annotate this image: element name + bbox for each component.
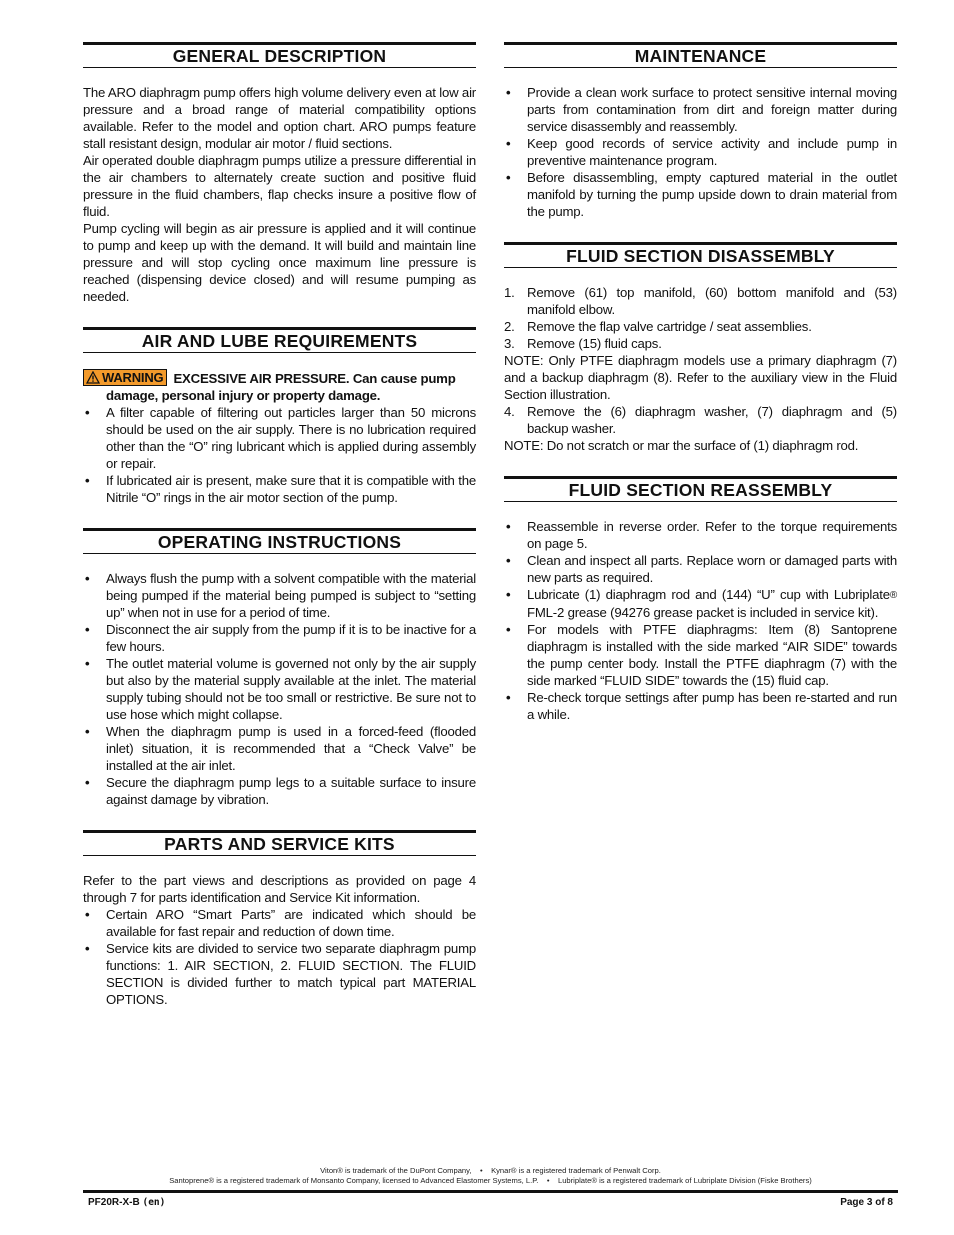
general-paragraph-3: Pump cycling will begin as air pressure is applied and it will continue to pump and keep up with the demand. It will build and maintain line pressure and will stop cycling once maximum line pressure is reached (dispensing device closed) and will resume pumping as needed.	[83, 221, 476, 304]
right-column	[504, 42, 897, 723]
list-item: • Secure the diaphragm pump legs to a suitable surface to insure against damage by vibration.	[85, 775, 476, 807]
parts-intro: Refer to the part views and descriptions as provided on page 4 through 7 for parts identification and Service Kit information.	[83, 873, 476, 905]
list-item: 2. Remove the flap valve cartridge / seat assemblies.	[504, 319, 812, 334]
list-item: • Certain ARO “Smart Parts” are indicated which should be available for fast repair and reduction of down time.	[85, 907, 476, 939]
warning-text-continued: damage, personal injury or property damage.	[106, 388, 381, 403]
warning-row	[83, 369, 476, 387]
list-item: • Keep good records of service activity and include pump in preventive maintenance program.	[506, 136, 897, 168]
trademark-line-2: Santoprene® is a registered trademark of Monsanto Company, licensed to Advanced Elastomer Systems, L.P. • Lubriplate® is a registered trademark of Lubriplate Division (Fiske Brothers)	[169, 1176, 812, 1185]
list-item: • For models with PTFE diaphragms: Item (8) Santoprene diaphragm is installed with the side marked “AIR SIDE” towards the pump center body. Install the PTFE diaphragm (7) with the side marked “FLUID SIDE” towards the (15) fluid cap.	[506, 622, 897, 688]
list-item: • Reassemble in reverse order. Refer to the torque requirements on page 5.	[506, 519, 897, 551]
reassembly-bullets	[504, 518, 897, 723]
trademark-notes	[83, 1166, 898, 1186]
list-item: • A filter capable of filtering out particles larger than 50 microns should be used on the air supply. There is no lubrication required other than the “O” ring lubricant which is applied during assembly or repair.	[85, 405, 476, 471]
disassembly-note-1: NOTE: Only PTFE diaphragm models use a primary diaphragm (7) and a backup diaphragm (8). Refer to the auxiliary view in the Fluid Section illustration.	[504, 353, 897, 402]
language-code: (en)	[142, 1197, 166, 1208]
list-item: • If lubricated air is present, make sure that it is compatible with the Nitrile “O” rings in the air motor section of the pump.	[85, 473, 476, 505]
page-number: Page 3 of 8	[840, 1197, 893, 1208]
trademark-line-1: Viton® is trademark of the DuPont Company, • Kynar® is a registered trademark of Penwalt Corp.	[320, 1166, 661, 1175]
list-item: 1. Remove (61) top manifold, (60) bottom manifold and (53) manifold elbow.	[504, 285, 897, 317]
registered-mark: ®	[889, 590, 897, 601]
general-paragraph-1: The ARO diaphragm pump offers high volume delivery even at low air pressure and a broad range of material compatibility options available. Refer to the model and option chart. ARO pumps feature stall resistant design, modular air motor / fluid sections.	[83, 85, 476, 151]
list-item: • Service kits are divided to service two separate diaphragm pump functions: 1. AIR SECTION, 2. FLUID SECTION. The FLUID SECTION is divided further to match typical part MATERIAL OPTIONS.	[85, 941, 476, 1007]
warning-text: EXCESSIVE AIR PRESSURE. Can cause pump	[173, 371, 456, 386]
list-item: • Re-check torque settings after pump has been re-started and run a while.	[506, 690, 897, 722]
warning-badge	[83, 369, 167, 386]
operating-bullets	[83, 570, 476, 808]
model-number: PF20R-X-B (en)	[88, 1197, 166, 1208]
disassembly-steps	[504, 284, 897, 352]
list-item: 3. Remove (15) fluid caps.	[504, 336, 662, 351]
section-title-parts-kits: PARTS AND SERVICE KITS	[83, 830, 476, 856]
section-title-fluid-disassembly: FLUID SECTION DISASSEMBLY	[504, 242, 897, 268]
list-item: • Disconnect the air supply from the pump if it is to be inactive for a few hours.	[85, 622, 476, 654]
list-item: • Always flush the pump with a solvent compatible with the material being pumped if the material being pumped is subject to “setting up” when not in use for a period of time.	[85, 571, 476, 620]
list-item: • When the diaphragm pump is used in a forced-feed (flooded inlet) situation, it is recommended that a “Check Valve” be installed at the air inlet.	[85, 724, 476, 773]
warning-triangle-icon	[86, 371, 100, 384]
left-column	[83, 42, 476, 1008]
list-item: • Clean and inspect all parts. Replace worn or damaged parts with new parts as required.	[506, 553, 897, 585]
air-bullets	[83, 404, 476, 506]
section-title-maintenance: MAINTENANCE	[504, 42, 897, 68]
footer-rule	[83, 1190, 898, 1193]
list-item: 4. Remove the (6) diaphragm washer, (7) diaphragm and (5) backup washer.	[504, 404, 897, 436]
general-paragraph-2: Air operated double diaphragm pumps utilize a pressure differential in the air chambers to alternately create suction and positive fluid pressure in the fluid chambers, flap checks insure a positive flow of fluid.	[83, 153, 476, 219]
list-item: • Before disassembling, empty captured material in the outlet manifold by turning the pump upside down to drain material from the pump.	[506, 170, 897, 219]
parts-bullets	[83, 906, 476, 1008]
disassembly-step-4	[504, 403, 897, 437]
list-item: • The outlet material volume is governed not only by the air supply but also by the material supply available at the inlet. The material supply tubing should not be too small or restrictive. Be sure not to use hose which might collapse.	[85, 656, 476, 722]
disassembly-note-2: NOTE: Do not scratch or mar the surface of (1) diaphragm rod.	[504, 438, 859, 453]
section-title-air-lube: AIR AND LUBE REQUIREMENTS	[83, 327, 476, 353]
maintenance-bullets	[504, 84, 897, 220]
list-item: • Provide a clean work surface to protect sensitive internal moving parts from contamination from dirt and foreign matter during service disassembly and reassembly.	[506, 85, 897, 134]
list-item: • Lubricate (1) diaphragm rod and (144) “U” cup with Lubriplate® FML-2 grease (94276 grease packet is included in service kit).	[506, 587, 897, 620]
section-title-general-description: GENERAL DESCRIPTION	[83, 42, 476, 68]
section-title-fluid-reassembly: FLUID SECTION REASSEMBLY	[504, 476, 897, 502]
warning-label: WARNING	[102, 370, 164, 385]
section-title-operating: OPERATING INSTRUCTIONS	[83, 528, 476, 554]
